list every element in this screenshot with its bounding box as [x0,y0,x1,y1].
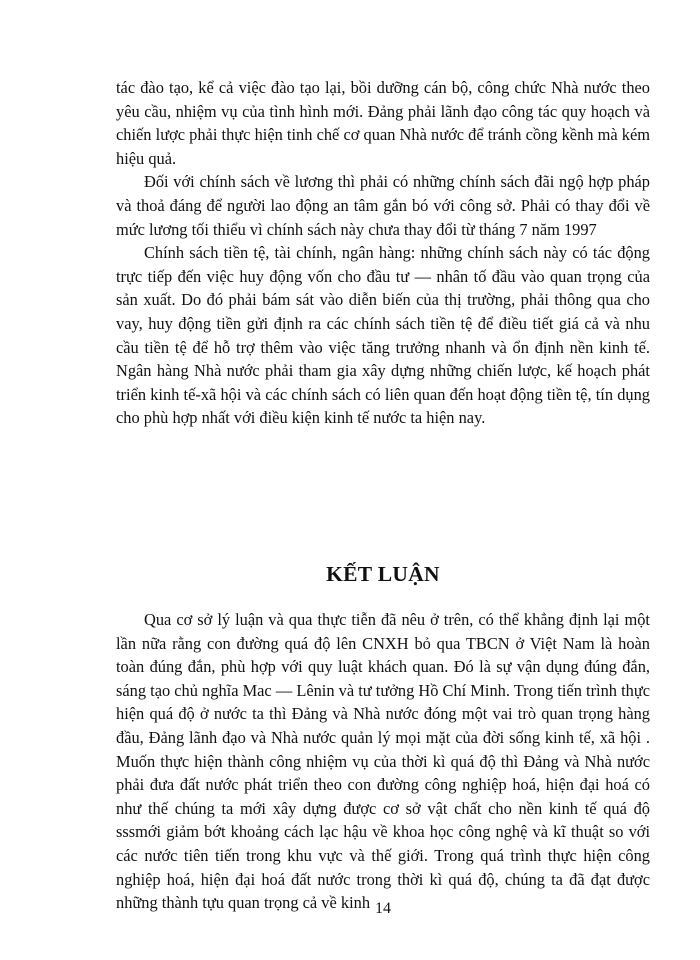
paragraph-salary-policy: Đối với chính sách về lương thì phải có những chính sách đãi ngộ hợp pháp và thoả đáng để người lao động an tâm gắn bó với công sở. Phải có thay đổi về mức lương tối thiểu vì chính sách này chưa thay đổi từ tháng 7 năm 1997 [116,172,650,239]
paragraph-monetary-policy: Chính sách tiền tệ, tài chính, ngân hàng: những chính sách này có tác động trực tiếp đến việc huy động vốn cho đầu tư — nhân tố đầu vào quan trọng của sản xuất. Do đó phải bám sát vào diễn biến của thị trường, phải thông qua cho vay, huy động tiền gửi định ra các chính sách tiền tệ để điều tiết giá cả và nhu cầu tiền tệ để hỗ trợ thêm vào việc tăng trưởng nhanh và ổn định nền kinh tế. Ngân hàng Nhà nước phải tham gia xây dựng những chiến lược, kế hoạch phát triển kinh tế-xã hội và các chính sách có liên quan đến hoạt động tiền tệ, tín dụng cho phù hợp nhất với điều kiện kinh tế nước ta hiện nay. [116,243,650,428]
paragraph-continuation: tác đào tạo, kể cả việc đào tạo lại, bồi dưỡng cán bộ, công chức Nhà nước theo yêu cầu, nhiệm vụ của tình hình mới. Đảng phải lãnh đạo công tác quy hoạch và chiến lược phải thực hiện tinh chế cơ quan Nhà nước để tránh cồng kềnh mà kém hiệu quả. [116,78,650,168]
body-text-bottom [116,608,650,915]
paragraph-conclusion: Qua cơ sở lý luận và qua thực tiễn đã nêu ở trên, có thể khẳng định lại một lần nữa rằng con đường quá độ lên CNXH bỏ qua TBCN ở Việt Nam là hoàn toàn đúng đắn, phù hợp với quy luật khách quan. Đó là sự vận dụng đúng đắn, sáng tạo chủ nghĩa Mac — Lênin và tư tưởng Hồ Chí Minh. Trong tiến trình thực hiện quá độ ở nước ta thì Đảng và Nhà nước đóng một vai trò quan trọng hàng đầu, Đảng lãnh đạo và Nhà nước quản lý mọi mặt của đời sống kinh tế, xã hội . Muốn thực hiện thành công nhiệm vụ của thời kì quá độ thì Đảng và Nhà nước phải đưa đất nước phát triển theo con đường công nghiệp hoá, hiện đại hoá có như thế chúng ta mới xây dựng được cơ sở vật chất cho nền kinh tế quá độ sssmới giảm bớt khoảng cách lạc hậu về khoa học công nghệ và kĩ thuật so với các nước tiên tiến trong khu vực và thế giới. Trong quá trình thực hiện công nghiệp hoá, hiện đại hoá đất nước trong thời kì quá độ, chúng ta đã đạt được những thành tựu quan trọng cả về kinh [116,610,650,913]
page-number: 14 [375,900,391,917]
body-text-top [116,76,650,430]
section-heading: KẾT LUẬN [326,562,440,586]
